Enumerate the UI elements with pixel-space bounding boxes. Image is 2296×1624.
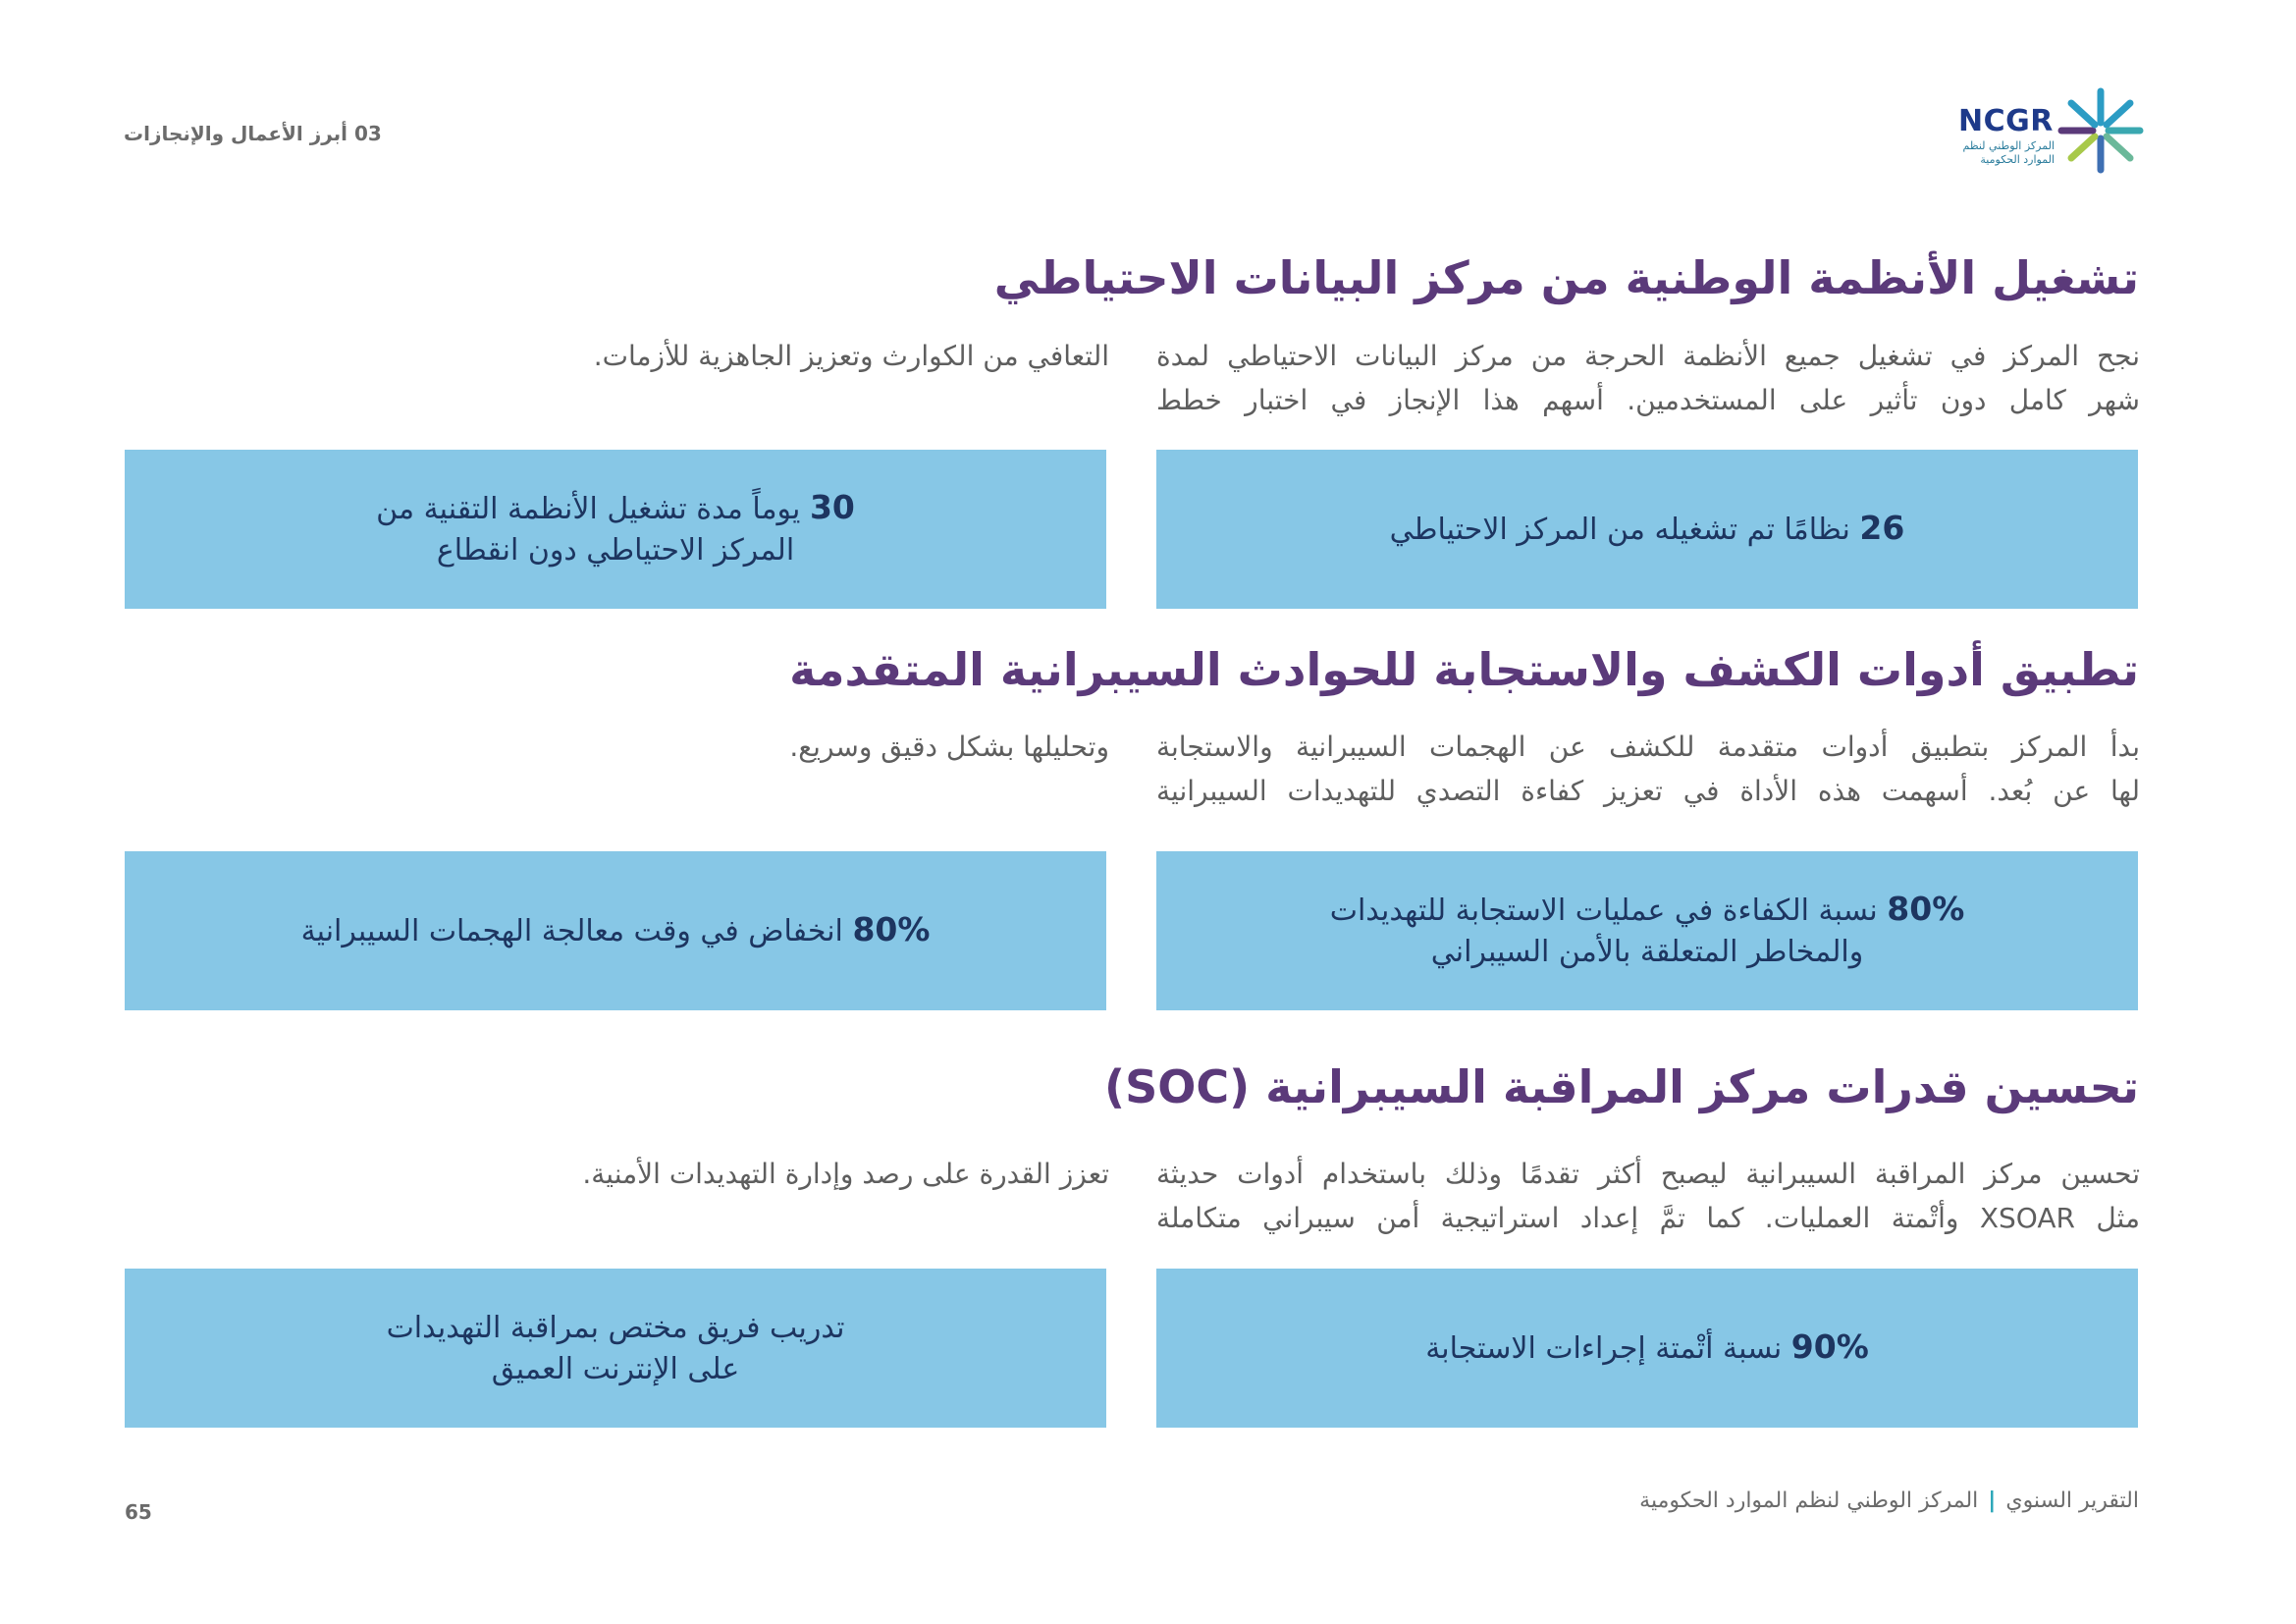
logo-acronym: NCGR [1958,104,2054,138]
stat-text: انخفاض في وقت معالجة الهجمات السيبرانية [300,914,843,948]
footer-report-name: التقرير السنوي [2005,1489,2139,1513]
stat-text-line2: المركز الاحتياطي دون انقطاع [436,533,795,568]
stat-number: 30 [809,488,855,526]
stat-box [1156,1269,2138,1428]
paragraph-line: لها عن بُعد. أسهمت هذه الأداة في تعزيز كفاءة التصدي للتهديدات السيبرانية [1156,775,2140,807]
stat-box [125,1269,1106,1428]
footer-separator: | [1988,1489,1997,1513]
stat-number: 90% [1790,1327,1869,1366]
stat-box [1156,851,2138,1010]
stat-text: تدريب فريق مختص بمراقبة التهديدات [386,1311,845,1345]
paragraph-line: مثل XSOAR وأتْمتة العمليات. كما تمَّ إعداد استراتيجية أمن سيبراني متكاملة [1156,1202,2140,1234]
stat-number: 80% [852,910,931,948]
page-number: 65 [125,1500,152,1524]
ncgr-star-icon [2056,86,2145,175]
footer-title [1452,1489,2139,1513]
stat-box [125,851,1106,1010]
logo-subtitle-line2: الموارد الحكومية [1980,153,2055,166]
footer-org-name: المركز الوطني لنظم الموارد الحكومية [1639,1489,1979,1513]
ncgr-logo [1958,86,2145,181]
section-title: تطبيق أدوات الكشف والاستجابة للحوادث السيبرانية المتقدمة [789,643,2139,696]
stat-text: نظامًا تم تشغيله من المركز الاحتياطي [1389,513,1850,547]
section-title: تشغيل الأنظمة الوطنية من مركز البيانات الاحتياطي [993,251,2139,304]
section-paragraph-left: تعزز القدرة على رصد وإدارة التهديدات الأمنية. [582,1158,1109,1190]
stat-text: نسبة أتْمتة إجراءات الاستجابة [1425,1331,1783,1366]
paragraph-line: نجح المركز في تشغيل جميع الأنظمة الحرجة من مركز البيانات الاحتياطي لمدة [1156,340,2140,372]
logo-subtitle-line1: المركز الوطني لنظم [1962,139,2055,152]
stat-number: 80% [1887,890,1965,928]
section-paragraph-right [1156,725,2140,813]
section-title: تحسين قدرات مركز المراقبة السيبرانية (SOC) [1104,1060,2139,1113]
stat-box [125,450,1106,609]
section-paragraph-left: وتحليلها بشكل دقيق وسريع. [789,731,1109,763]
section-paragraph-right [1156,1152,2140,1240]
paragraph-line: شهر كامل دون تأثير على المستخدمين. أسهم هذا الإنجاز في اختبار خطط [1156,384,2140,416]
section-paragraph-left: التعافي من الكوارث وتعزيز الجاهزية للأزمات. [593,340,1109,372]
stat-text-line2: والمخاطر المتعلقة بالأمن السيبراني [1430,935,1864,969]
paragraph-line: بدأ المركز بتطبيق أدوات متقدمة للكشف عن الهجمات السيبرانية والاستجابة [1156,731,2140,763]
stat-text: يوماً مدة تشغيل الأنظمة التقنية من [376,492,801,526]
paragraph-line: تحسين مركز المراقبة السيبرانية ليصبح أكثر تقدمًا وذلك باستخدام أدوات حديثة [1156,1158,2140,1190]
section-paragraph-right [1156,334,2140,422]
stat-text-line2: على الإنترنت العميق [491,1352,740,1386]
stat-number: 26 [1859,509,1905,547]
stat-box [1156,450,2138,609]
section-label: 03 أبرز الأعمال والإنجازات [124,122,382,145]
stat-text: نسبة الكفاءة في عمليات الاستجابة للتهديدات [1329,893,1878,928]
logo-subtitle [1958,139,2055,167]
